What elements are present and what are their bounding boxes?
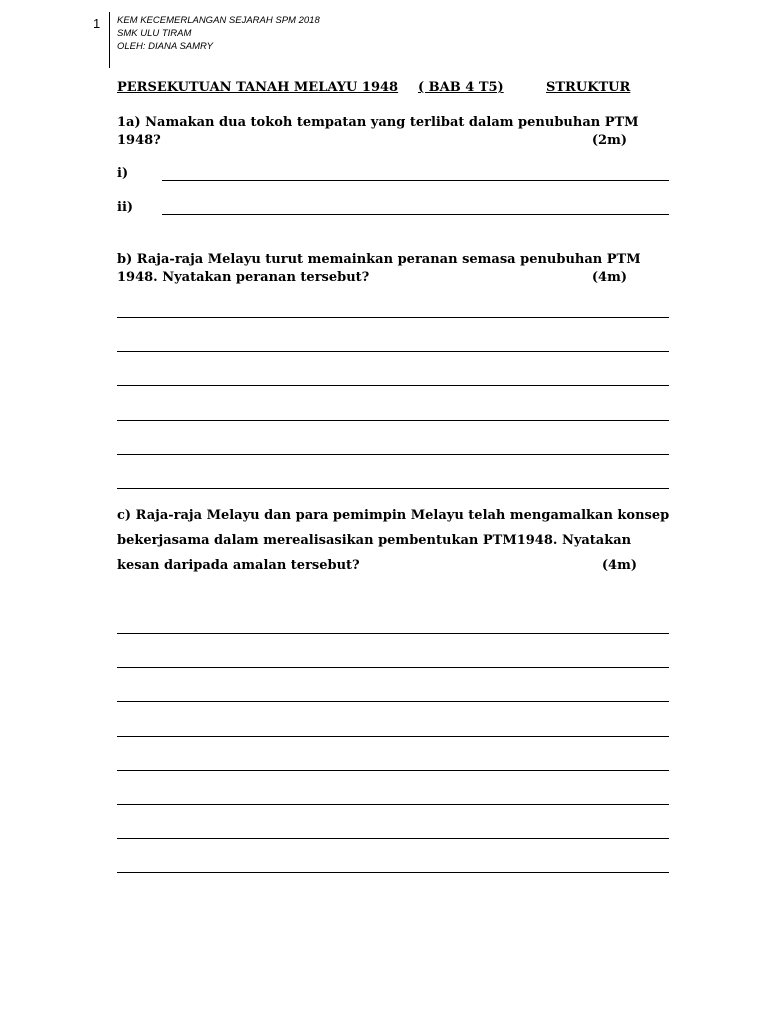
answer-line-c-3[interactable] bbox=[117, 701, 669, 702]
answer-line-c-2[interactable] bbox=[117, 667, 669, 668]
answer-line-b-1[interactable] bbox=[117, 317, 669, 318]
question-1c-line-3-row bbox=[117, 553, 637, 578]
question-1b bbox=[117, 251, 641, 287]
answer-line-c-4[interactable] bbox=[117, 736, 669, 737]
header-line-1: KEM KECEMERLANGAN SEJARAH SPM 2018 bbox=[117, 15, 320, 26]
question-1a-line-2: 1948? bbox=[117, 133, 161, 148]
question-1a bbox=[117, 114, 639, 150]
question-1a-line-1: 1a) Namakan dua tokoh tempatan yang terlibat dalam penubuhan PTM bbox=[117, 115, 639, 130]
answer-line-b-3[interactable] bbox=[117, 385, 669, 386]
answer-line-i[interactable] bbox=[162, 180, 669, 181]
answer-line-b-4[interactable] bbox=[117, 420, 669, 421]
question-1b-marks: (4m) bbox=[591, 270, 627, 285]
answer-line-b-5[interactable] bbox=[117, 454, 669, 455]
question-1c-line-1: c) Raja-raja Melayu dan para pemimpin Melayu telah mengamalkan konsep bbox=[117, 508, 670, 523]
header-divider bbox=[109, 12, 110, 68]
question-1c bbox=[117, 503, 670, 578]
question-1a-line-2-row bbox=[117, 132, 627, 150]
document-title bbox=[117, 80, 637, 98]
question-1c-line-3: kesan daripada amalan tersebut? bbox=[117, 558, 360, 573]
answer-line-c-8[interactable] bbox=[117, 872, 669, 873]
answer-line-b-6[interactable] bbox=[117, 488, 669, 489]
answer-label-ii: ii) bbox=[117, 200, 134, 215]
answer-line-b-2[interactable] bbox=[117, 351, 669, 352]
title-type: STRUKTUR bbox=[546, 80, 631, 95]
title-chapter: ( BAB 4 T5) bbox=[418, 80, 504, 95]
header-line-3: OLEH: DIANA SAMRY bbox=[117, 41, 213, 52]
answer-line-ii[interactable] bbox=[162, 214, 669, 215]
answer-line-c-6[interactable] bbox=[117, 804, 669, 805]
question-1b-line-2: 1948. Nyatakan peranan tersebut? bbox=[117, 270, 370, 285]
answer-line-c-7[interactable] bbox=[117, 838, 669, 839]
answer-line-c-1[interactable] bbox=[117, 633, 669, 634]
page-number: 1 bbox=[93, 16, 101, 31]
question-1c-marks: (4m) bbox=[601, 558, 637, 573]
header-line-2: SMK ULU TIRAM bbox=[117, 28, 192, 39]
question-1b-line-2-row bbox=[117, 269, 627, 287]
question-1a-marks: (2m) bbox=[591, 133, 627, 148]
title-main: PERSEKUTUAN TANAH MELAYU 1948 bbox=[117, 80, 399, 95]
header-block bbox=[117, 14, 320, 53]
question-1b-line-1: b) Raja-raja Melayu turut memainkan peranan semasa penubuhan PTM bbox=[117, 252, 641, 267]
answer-label-i: i) bbox=[117, 166, 129, 181]
question-1c-line-2: bekerjasama dalam merealisasikan pembentukan PTM1948. Nyatakan bbox=[117, 533, 632, 548]
answer-line-c-5[interactable] bbox=[117, 770, 669, 771]
